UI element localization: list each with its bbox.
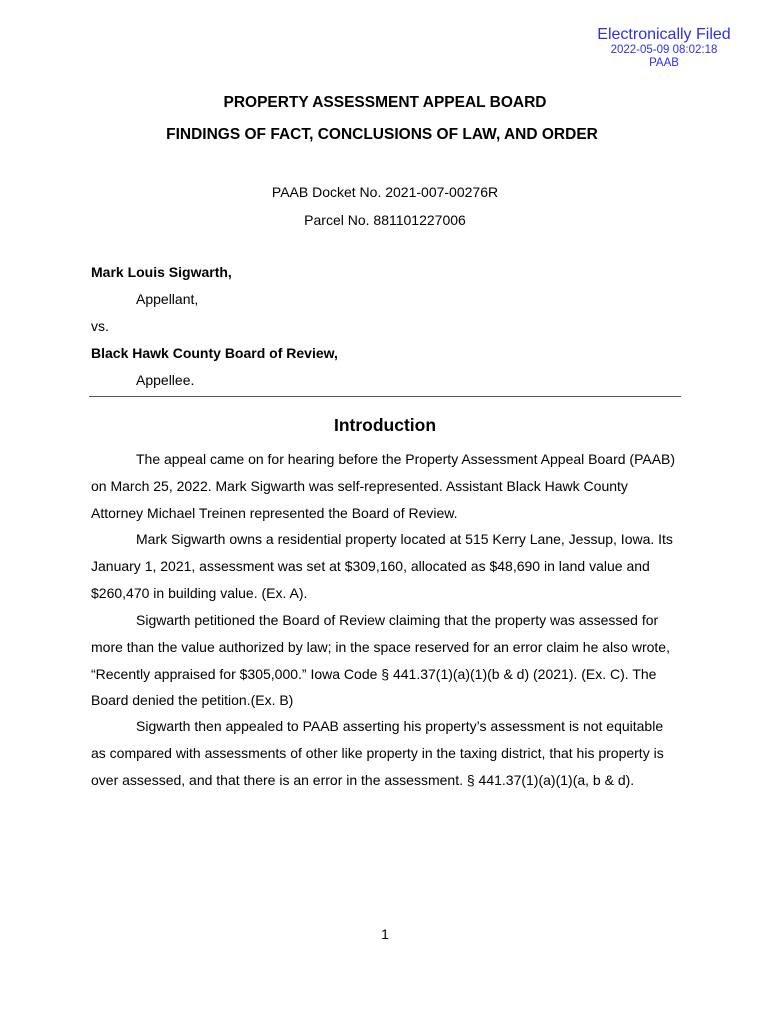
section-heading: Introduction [333, 415, 437, 435]
stamp-agency: PAAB [649, 57, 679, 69]
versus-label: vs. [91, 318, 109, 334]
paragraph-1: The appeal came on for hearing before the Property Assessment Appeal Board (PAAB) on March 25, 2022. Mark Sigwarth was self-represented. Assistant Black Hawk County Attorney Michael Treinen represented the Board of Review. [91, 451, 676, 521]
appellee-name: Black Hawk County Board of Review, [91, 345, 338, 361]
paragraph-4: Sigwarth then appealed to PAAB asserting his property’s assessment is not equitable as compared with assessments of other like property in the taxing district, that his property is over assessed, and that there is an error in the assessment. § 441.37(1)(a)(1)(a, b & d). [91, 718, 664, 788]
paragraph-2: Mark Sigwarth owns a residential property located at 515 Kerry Lane, Jessup, Iowa. Its January 1, 2021, assessment was set at $309,160, allocated as $48,690 in land value and $260,470 in building value. (Ex. A). [91, 531, 673, 601]
parcel-number: Parcel No. 881101227006 [304, 212, 466, 228]
caption-divider [89, 396, 681, 397]
board-title: PROPERTY ASSESSMENT APPEAL BOARD [223, 94, 547, 111]
electronic-filing-stamp [584, 26, 744, 70]
document-type-title: FINDINGS OF FACT, CONCLUSIONS OF LAW, AND ORDER [166, 126, 598, 143]
paragraph-3: Sigwarth petitioned the Board of Review claiming that the property was assessed for more than the value authorized by law; in the space reserved for an error claim he also wrote, “Recently appraised for $305,000.” Iowa Code § 441.37(1)(a)(1)(b & d) (2021). (Ex. C). The Board denied the petition.(Ex. B) [91, 612, 670, 709]
appellant-role: Appellant, [136, 291, 199, 307]
appellee-role: Appellee. [136, 372, 195, 388]
stamp-title: Electronically Filed [597, 26, 731, 43]
stamp-datetime: 2022-05-09 08:02:18 [610, 44, 718, 56]
page-number: 1 [381, 926, 389, 942]
docket-number: PAAB Docket No. 2021-007-00276R [271, 184, 499, 200]
appellant-name: Mark Louis Sigwarth, [91, 264, 232, 280]
